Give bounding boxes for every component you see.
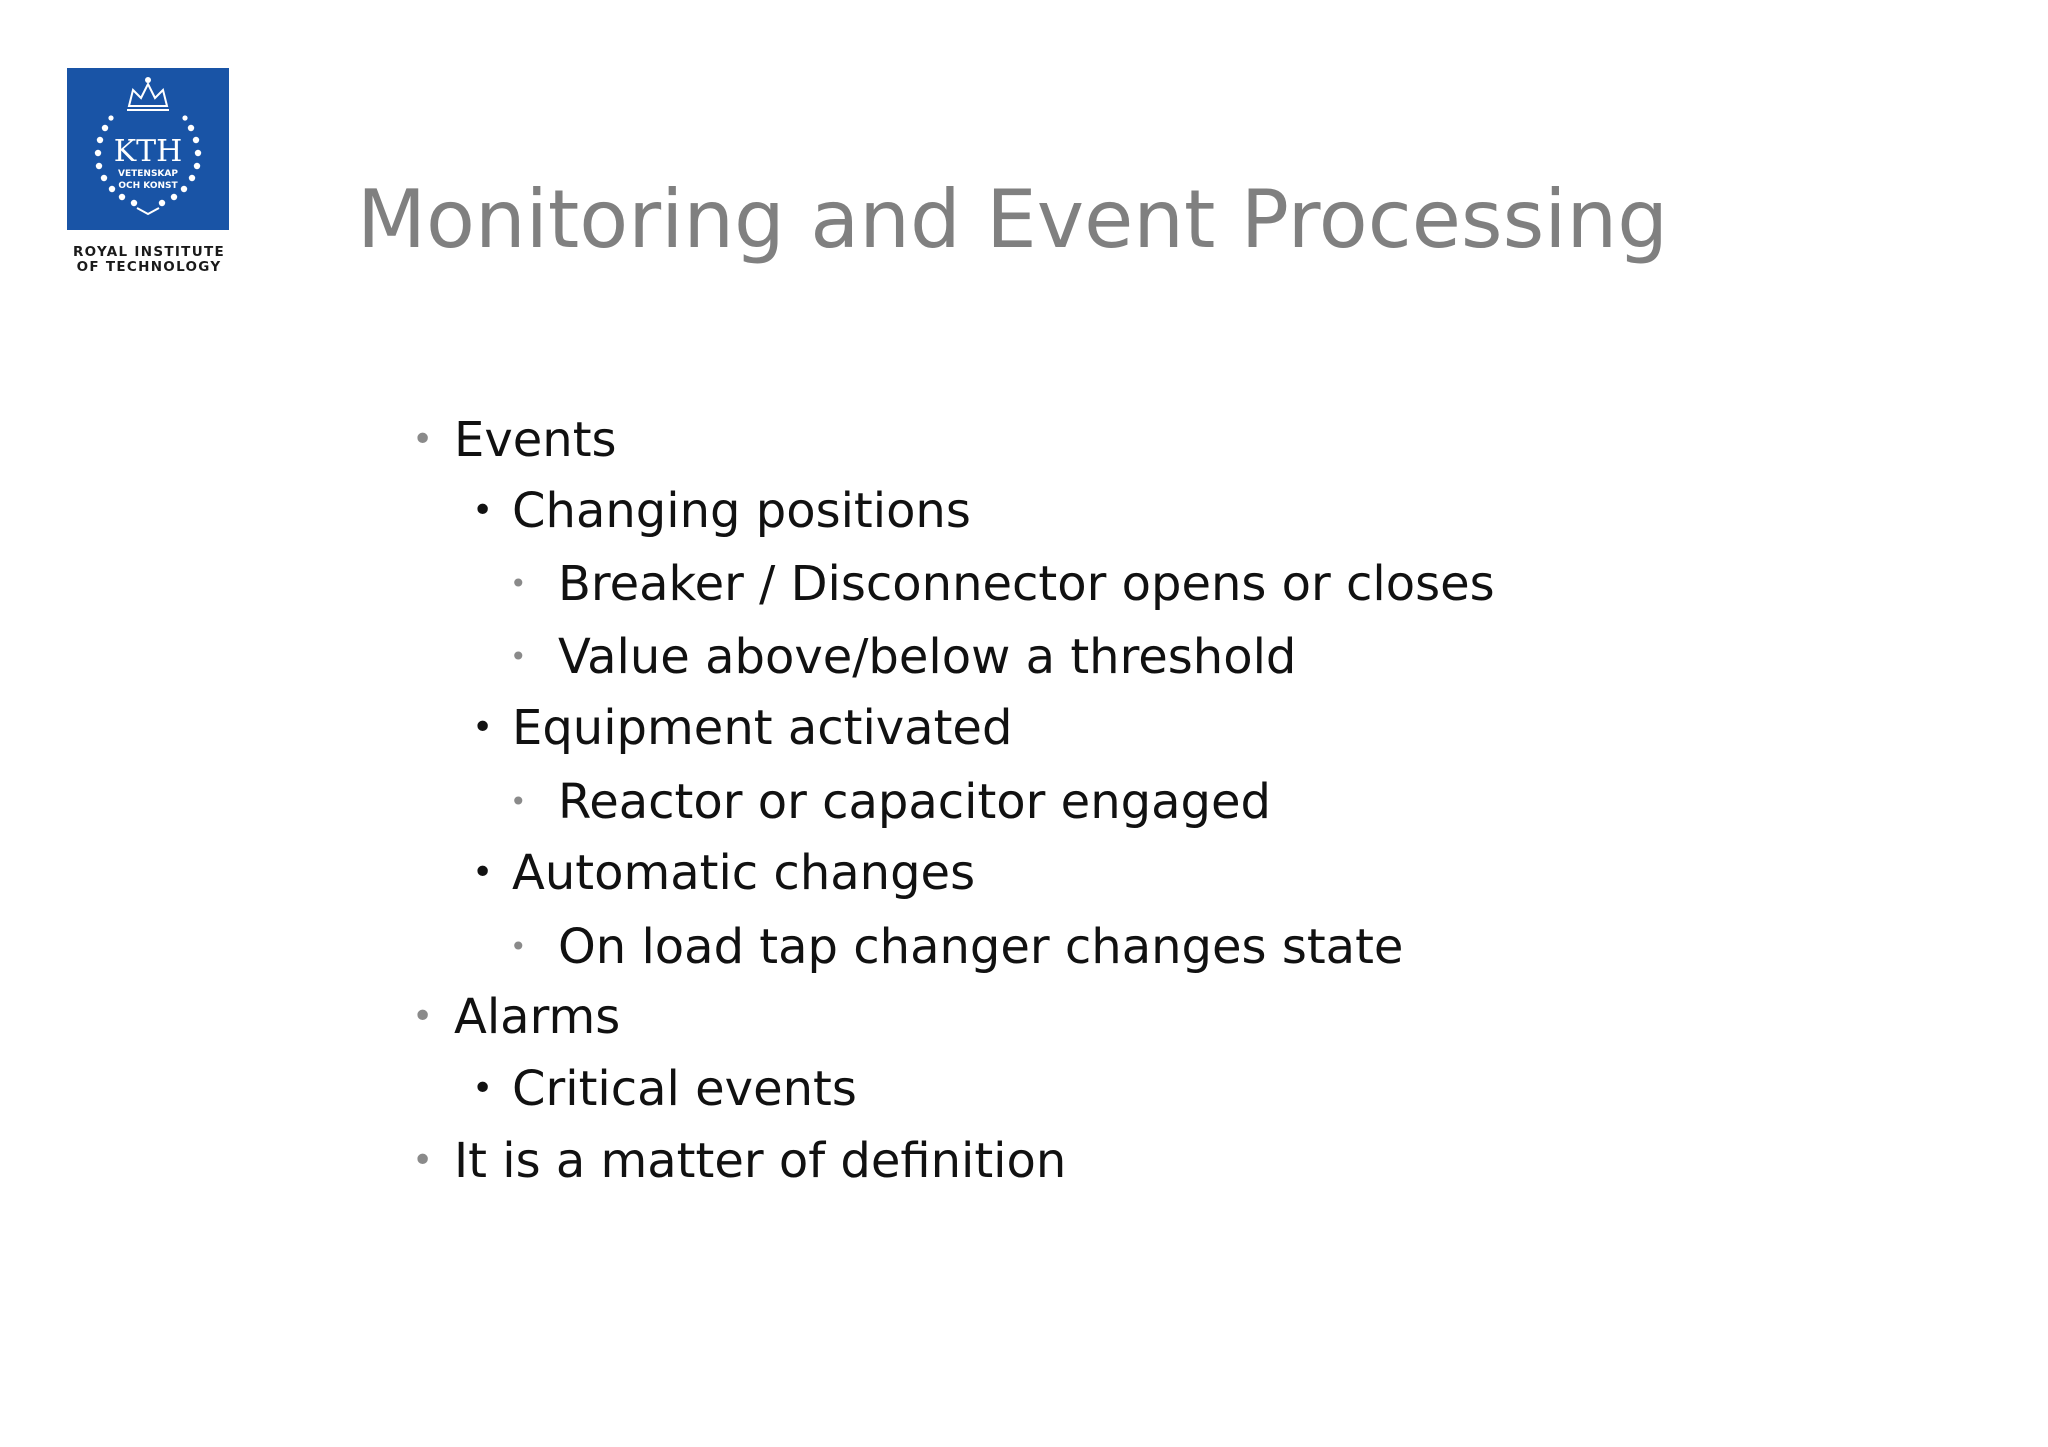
bullet-dot-icon: • (472, 490, 494, 531)
kth-logo (67, 68, 229, 230)
bullet-item (412, 410, 617, 470)
bullet-dot-icon: • (412, 996, 434, 1037)
bullet-item (472, 843, 976, 903)
bullet-text: Reactor or capacitor engaged (558, 774, 1271, 830)
bullet-item (510, 627, 1297, 687)
logo-caption-line1: ROYAL INSTITUTE (72, 244, 225, 260)
bullet-text: Events (454, 412, 617, 468)
logo-line1: VETENSKAP (118, 169, 178, 179)
bullet-dot-icon: • (412, 419, 434, 460)
bullet-dot-icon: • (510, 567, 527, 600)
bullet-item (510, 554, 1495, 614)
bullet-item (472, 481, 971, 541)
bullet-dot-icon: • (510, 785, 527, 818)
bullet-text: Value above/below a threshold (558, 629, 1297, 685)
bullet-dot-icon: • (472, 707, 494, 748)
bullet-text: Changing positions (512, 483, 971, 539)
bullet-text: It is a matter of definition (454, 1133, 1067, 1189)
bullet-dot-icon: • (510, 640, 527, 673)
bullet-text: Critical events (512, 1061, 857, 1117)
logo-caption-line2: OF TECHNOLOGY (76, 259, 222, 275)
bullet-dot-icon: • (510, 930, 527, 963)
bullet-text: Breaker / Disconnector opens or closes (558, 556, 1495, 612)
logo-line2: OCH KONST (118, 181, 178, 191)
bullet-text: Alarms (454, 989, 621, 1045)
bullet-item (510, 917, 1404, 977)
logo-caption (62, 245, 236, 275)
bullet-text: Automatic changes (512, 845, 976, 901)
bullet-dot-icon: • (472, 852, 494, 893)
slide-title: Monitoring and Event Processing (357, 173, 1668, 266)
bullet-item (412, 987, 621, 1047)
bullet-text: On load tap changer changes state (558, 919, 1404, 975)
logo-kth-text: KTH (113, 134, 183, 169)
kth-emblem-icon (67, 68, 229, 230)
bullet-item (472, 1059, 857, 1119)
bullet-text: Equipment activated (512, 700, 1013, 756)
bullet-item (412, 1131, 1067, 1191)
bullet-item (510, 772, 1271, 832)
bullet-dot-icon: • (472, 1068, 494, 1109)
bullet-dot-icon: • (412, 1140, 434, 1181)
bullet-item (472, 698, 1013, 758)
